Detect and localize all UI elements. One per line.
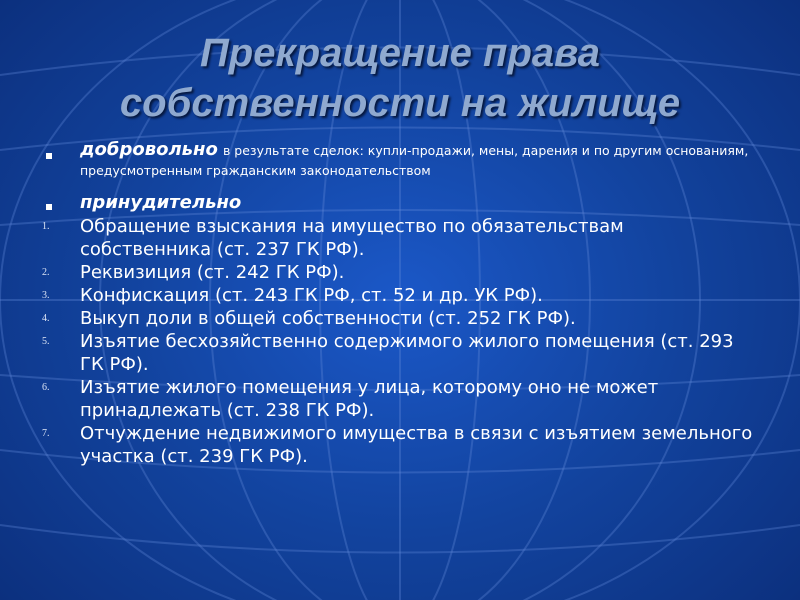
compulsory-list xyxy=(40,215,760,468)
list-number: 1. xyxy=(42,221,50,232)
slide-content xyxy=(40,140,760,468)
list-item-text: Изъятие жилого помещения у лица, которому оно не может принадлежать (ст. 238 ГК РФ). xyxy=(80,377,659,421)
list-item xyxy=(40,307,760,330)
compulsory-bullet xyxy=(40,193,760,213)
list-item xyxy=(40,284,760,307)
list-item-text: Выкуп доли в общей собственности (ст. 252 ГК РФ). xyxy=(80,308,576,329)
square-bullet-icon xyxy=(46,153,52,159)
square-bullet-icon xyxy=(46,204,52,210)
list-item xyxy=(40,422,760,468)
list-number: 2. xyxy=(42,267,50,278)
voluntary-bullet xyxy=(40,140,760,179)
list-item xyxy=(40,215,760,261)
list-item xyxy=(40,330,760,376)
list-number: 3. xyxy=(42,290,50,301)
slide-title: Прекращение права собственности на жилище xyxy=(119,31,681,125)
list-number: 5. xyxy=(42,336,50,347)
list-item-text: Изъятие бесхозяйственно содержимого жилого помещения (ст. 293 ГК РФ). xyxy=(80,331,734,375)
list-number: 4. xyxy=(42,313,50,324)
list-item xyxy=(40,376,760,422)
compulsory-label: принудительно xyxy=(80,192,242,213)
list-number: 6. xyxy=(42,382,50,393)
list-number: 7. xyxy=(42,428,50,439)
voluntary-label: добровольно xyxy=(80,139,218,160)
list-item-text: Реквизиция (ст. 242 ГК РФ). xyxy=(80,262,345,283)
list-item-text: Обращение взыскания на имущество по обязательствам собственника (ст. 237 ГК РФ). xyxy=(80,216,624,260)
list-item-text: Отчуждение недвижимого имущества в связи с изъятием земельного участка (ст. 239 ГК РФ). xyxy=(80,423,753,467)
list-item xyxy=(40,261,760,284)
list-item-text: Конфискация (ст. 243 ГК РФ, ст. 52 и др. УК РФ). xyxy=(80,285,543,306)
voluntary-description: в результате сделок: купли-продажи, мены, дарения и по другим основаниям, предусмотренным гражданским законодательством xyxy=(80,143,749,178)
